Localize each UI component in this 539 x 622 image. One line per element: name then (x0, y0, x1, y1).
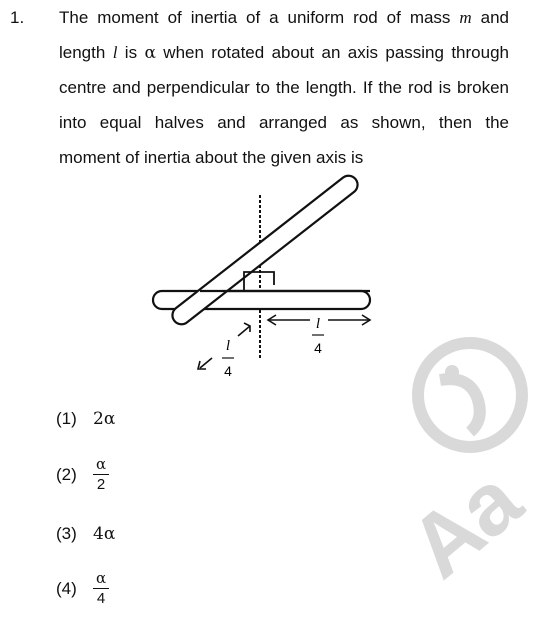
option-4[interactable] (56, 570, 109, 607)
option-4-denominator: 4 (96, 590, 106, 607)
question-line-2: length l is α when rotated about an axis passing through (59, 43, 509, 63)
option-3-number: (3) (56, 524, 77, 543)
option-3[interactable] (56, 524, 115, 544)
label-left-denominator: 4 (224, 363, 232, 379)
diag-arrow-lower (200, 358, 212, 368)
option-1-number: (1) (56, 409, 77, 428)
rod-figure (140, 190, 390, 390)
option-4-fraction (93, 570, 109, 607)
label-left-numerator: l (225, 338, 231, 354)
option-2-fraction (93, 456, 109, 493)
option-4-fraction-bar (93, 588, 109, 589)
question-number: 1. (10, 8, 25, 27)
option-4-number: (4) (56, 578, 77, 598)
option-1[interactable] (56, 409, 115, 429)
option-1-value: 2α (93, 409, 116, 429)
option-2-numerator: α (96, 455, 107, 473)
question-line-4: into equal halves and arranged as shown, then the (59, 113, 509, 132)
option-4-numerator: α (96, 569, 107, 587)
question-line-5: moment of inertia about the given axis is (59, 148, 364, 167)
label-right-numerator: l (315, 316, 321, 332)
label-right-denominator: 4 (314, 340, 322, 356)
question-line-1: The moment of inertia of a uniform rod of mass m and (59, 8, 509, 27)
diag-arrow-upper (238, 326, 250, 336)
watermark-text: Aa (390, 451, 538, 597)
watermark-dot-icon (445, 365, 459, 379)
option-2-number: (2) (56, 464, 77, 484)
option-2-fraction-bar (93, 474, 109, 475)
watermark-swoosh-icon (440, 379, 480, 432)
question-line-3: centre and perpendicular to the length. If the rod is broken (59, 78, 509, 97)
watermark-circle-icon (418, 343, 522, 447)
option-3-value: 4α (93, 524, 116, 544)
option-2-denominator: 2 (96, 476, 106, 493)
option-2[interactable] (56, 456, 109, 493)
